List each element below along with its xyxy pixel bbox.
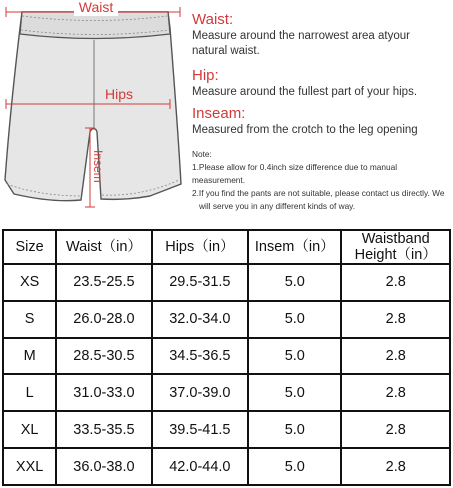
header-hips: Hips（in） (152, 230, 248, 264)
waist-diagram-label: Waist (78, 0, 114, 15)
cell-size: XL (3, 411, 56, 448)
cell-size: L (3, 374, 56, 411)
table-row (3, 374, 450, 411)
cell-hips: 32.0-34.0 (152, 301, 248, 338)
cell-insem: 5.0 (248, 448, 341, 485)
table-row (3, 411, 450, 448)
note-line-2: 2.If you find the pants are not suitable, please contact us directly. We (192, 188, 445, 198)
cell-size: XXL (3, 448, 56, 485)
table-row (3, 448, 450, 485)
note-line-1: 1.Please allow for 0.4inch size difference due to manual measurement. (192, 162, 398, 185)
hips-diagram-label: Hips (104, 86, 134, 102)
table-row (3, 264, 450, 301)
cell-waistband-height: 2.8 (341, 448, 450, 485)
cell-waistband-height: 2.8 (341, 411, 450, 448)
cell-hips: 39.5-41.5 (152, 411, 248, 448)
cell-waist: 36.0-38.0 (56, 448, 151, 485)
waist-instructions (192, 11, 410, 58)
cell-insem: 5.0 (248, 374, 341, 411)
cell-hips: 42.0-44.0 (152, 448, 248, 485)
cell-waist: 26.0-28.0 (56, 301, 151, 338)
header-waistband-line2: Height（in） (354, 247, 437, 263)
cell-hips: 29.5-31.5 (152, 264, 248, 301)
cell-waistband-height: 2.8 (341, 264, 450, 301)
inseam-desc: Measured from the crotch to the leg opening (192, 124, 418, 136)
header-insem: Insem（in） (248, 230, 341, 264)
note-line-3: will serve you in any different kinds of way. (199, 201, 356, 211)
table-row (3, 338, 450, 375)
cell-hips: 37.0-39.0 (152, 374, 248, 411)
cell-hips: 34.5-36.5 (152, 338, 248, 375)
waist-heading: Waist: (192, 11, 234, 28)
hip-desc: Measure around the fullest part of your hips. (192, 86, 418, 98)
notes (192, 148, 450, 213)
hip-instructions (192, 67, 417, 100)
shorts-diagram (0, 0, 185, 215)
cell-waist: 33.5-35.5 (56, 411, 151, 448)
cell-waistband-height: 2.8 (341, 301, 450, 338)
size-chart-table (2, 229, 451, 486)
cell-insem: 5.0 (248, 338, 341, 375)
cell-waistband-height: 2.8 (341, 338, 450, 375)
cell-insem: 5.0 (248, 411, 341, 448)
cell-waist: 23.5-25.5 (56, 264, 151, 301)
waist-desc-line1: Measure around the narrowest area atyour (192, 30, 410, 42)
header-waist: Waist（in） (56, 230, 151, 264)
header-size: Size (3, 230, 56, 264)
table-header-row (3, 230, 450, 264)
cell-insem: 5.0 (248, 301, 341, 338)
header-waistband-height (341, 230, 450, 264)
cell-waist: 31.0-33.0 (56, 374, 151, 411)
inseam-diagram-label: Insem (91, 150, 105, 183)
cell-size: S (3, 301, 56, 338)
inseam-instructions (192, 105, 418, 138)
notes-title: Note: (192, 149, 212, 159)
cell-waist: 28.5-30.5 (56, 338, 151, 375)
table-row (3, 301, 450, 338)
inseam-heading: Inseam: (192, 105, 246, 122)
cell-waistband-height: 2.8 (341, 374, 450, 411)
waist-desc-line2: natural waist. (192, 44, 260, 57)
hip-heading: Hip: (192, 67, 219, 84)
cell-size: M (3, 338, 56, 375)
cell-insem: 5.0 (248, 264, 341, 301)
cell-size: XS (3, 264, 56, 301)
header-waistband-line1: Waistband (361, 231, 430, 247)
